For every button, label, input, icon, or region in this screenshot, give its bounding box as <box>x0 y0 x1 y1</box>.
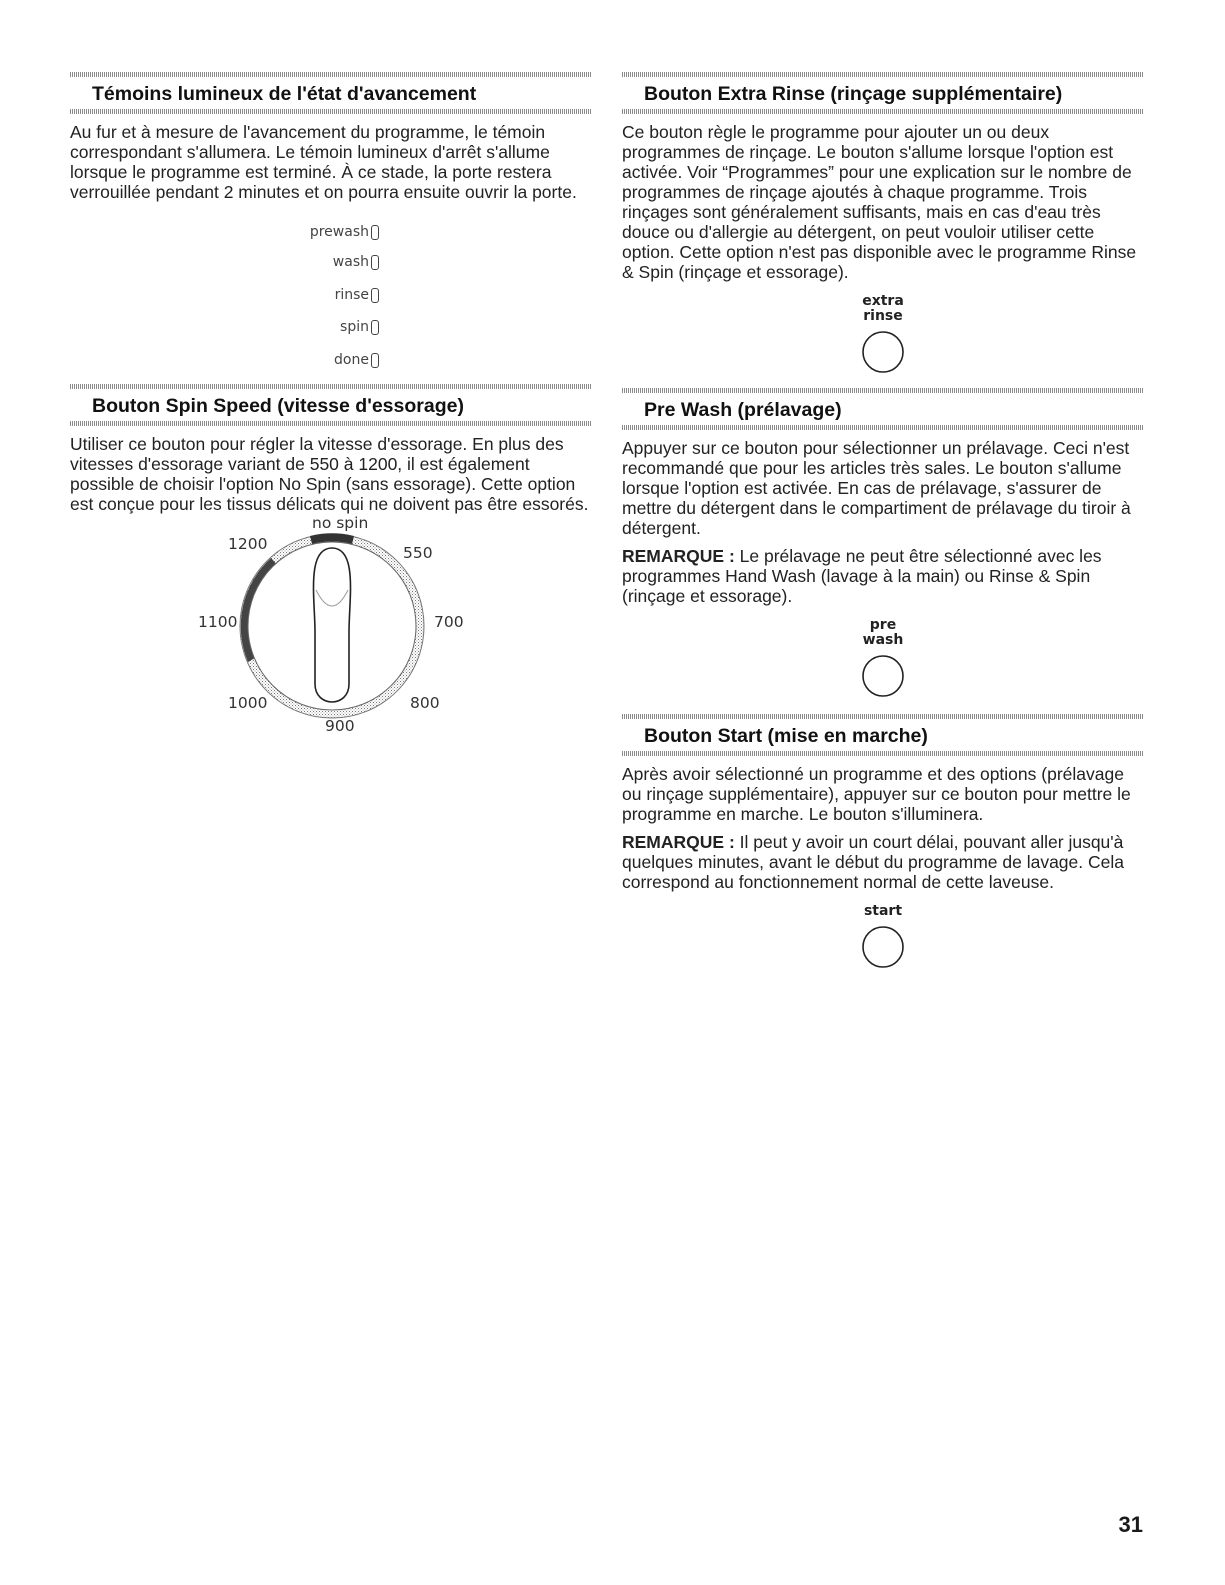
dial-label-900: 900 <box>325 717 355 735</box>
status-lights-paragraph: Au fur et à mesure de l'avancement du programme, le témoin correspondant s'allumera. Le témoin lumineux d'arrêt s'allume lorsque le programme est terminé. À ce stade, la porte restera verrouillée pendant 2 minutes et on pourra ensuite ouvrir la porte. <box>70 122 577 202</box>
prewash-note <box>622 546 1144 606</box>
status-indicator-label: rinse <box>334 287 369 303</box>
note-label: REMARQUE : <box>622 546 735 566</box>
spin-speed-heading: Bouton Spin Speed (vitesse d'essorage) <box>92 395 464 417</box>
status-indicator-label: wash <box>332 254 369 270</box>
dial-label-no-spin: no spin <box>312 514 369 532</box>
status-indicator-wash <box>333 246 379 278</box>
note-text: Le prélavage ne peut être sélectionné avec les programmes Hand Wash (lavage à la main) ou Rinse & Spin (rinçage et essorage). <box>622 546 1102 606</box>
extra-rinse-button-label-1: extra <box>862 293 904 309</box>
indicator-light-icon <box>371 288 379 303</box>
extra-rinse-button-label-2: rinse <box>863 308 903 324</box>
status-indicator-label: done <box>334 352 369 368</box>
status-indicator-label: spin <box>340 319 369 335</box>
prewash-button-icon <box>859 652 907 700</box>
status-indicator-label: prewash <box>309 224 369 240</box>
status-indicator-done <box>334 344 379 376</box>
right-column <box>622 72 1144 971</box>
spin-speed-paragraph: Utiliser ce bouton pour régler la vitesse d'essorage. En plus des vitesses d'essorage variant de 550 à 1200, il est également possible de choisir l'option No Spin (sans essorage). Cette option est conçue pour les tissus délicats qui ne doivent pas être essorés. <box>70 434 589 514</box>
prewash-button-figure <box>622 618 1144 700</box>
dial-label-700: 700 <box>434 613 464 631</box>
prewash-heading: Pre Wash (prélavage) <box>644 399 842 421</box>
status-indicator-rinse <box>335 279 379 311</box>
extra-rinse-paragraph: Ce bouton règle le programme pour ajouter un ou deux programmes de rinçage. Le bouton s'allume lorsque l'option est activée. Voir “Programmes” pour une explication sur le nombre de programmes de rinçage ajoutés à chaque programme. Trois rinçages sont généralement suffisants, mais en cas d'eau très douce ou d'allergie au détergent, on peut vouloir utiliser cette option. Cette option n'est pas disponible avec le programme Rinse & Spin (rinçage et essorage). <box>622 122 1137 282</box>
indicator-light-icon <box>371 225 379 240</box>
extra-rinse-button-figure <box>622 294 1144 376</box>
spin-speed-dial-figure <box>70 514 592 752</box>
note-text: Il peut y avoir un court délai, pouvant aller jusqu'à quelques minutes, avant le début du programme de lavage. Cela correspond au fonctionnement normal de cette laveuse. <box>622 832 1124 892</box>
dial-label-800: 800 <box>410 694 440 712</box>
start-paragraph: Après avoir sélectionné un programme et des options (prélavage ou rinçage supplémentaire), appuyer sur ce bouton pour mettre le programme en marche. Le bouton s'illuminera. <box>622 764 1131 824</box>
section-rule <box>622 751 1144 756</box>
indicator-light-icon <box>371 353 379 368</box>
section-rule <box>622 109 1144 114</box>
status-indicator-prewash <box>310 216 379 248</box>
dial-label-1100: 1100 <box>198 613 238 631</box>
start-button-figure <box>622 904 1144 971</box>
dial-label-550: 550 <box>403 544 433 562</box>
extra-rinse-button-icon <box>859 328 907 376</box>
start-note <box>622 832 1144 892</box>
start-button-label: start <box>863 903 903 919</box>
start-heading: Bouton Start (mise en marche) <box>644 725 928 747</box>
prewash-button-label-2: wash <box>862 632 904 648</box>
section-rule <box>70 421 592 426</box>
section-rule <box>622 425 1144 430</box>
prewash-button-label-1: pre <box>869 617 897 633</box>
status-indicator-spin <box>340 311 379 343</box>
dial-label-1200: 1200 <box>228 535 268 553</box>
indicator-light-icon <box>371 320 379 335</box>
page-number: 31 <box>1118 1512 1143 1537</box>
status-indicator-figure <box>70 216 592 368</box>
start-button-icon <box>859 923 907 971</box>
dial-label-1000: 1000 <box>228 694 268 712</box>
section-rule <box>70 109 592 114</box>
extra-rinse-heading: Bouton Extra Rinse (rinçage supplémentaire) <box>644 83 1063 105</box>
indicator-light-icon <box>371 255 379 270</box>
left-column <box>70 72 592 752</box>
note-label: REMARQUE : <box>622 832 735 852</box>
status-lights-heading: Témoins lumineux de l'état d'avancement <box>92 83 477 105</box>
prewash-paragraph: Appuyer sur ce bouton pour sélectionner un prélavage. Ceci n'est recommandé que pour les articles très sales. Le bouton s'allume lorsque l'option est activée. En cas de prélavage, s'assurer de mettre du détergent dans le compartiment de prélavage du tiroir à détergent. <box>622 438 1131 538</box>
